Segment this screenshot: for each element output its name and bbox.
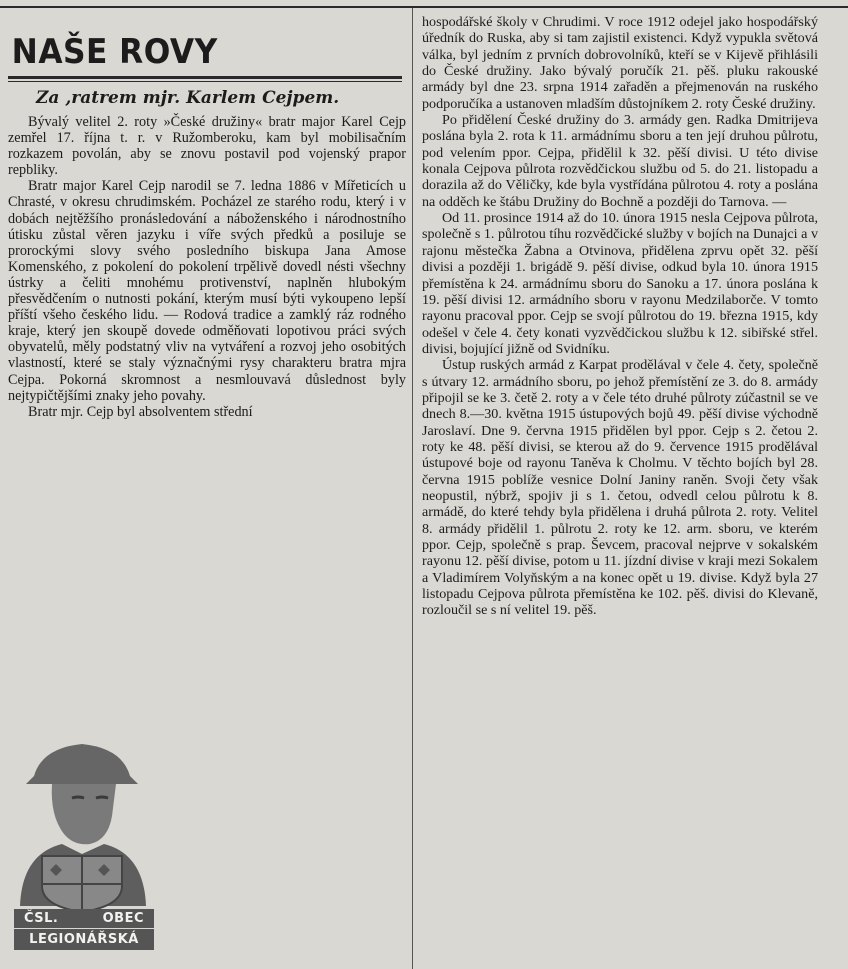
soldier-face-shape (52, 784, 116, 844)
left-column (8, 14, 406, 420)
paragraph: Bratr mjr. Cejp byl absolventem střední (28, 403, 253, 420)
section-title: NAŠE ROVY (11, 32, 218, 72)
paragraph: hospodářské školy v Chrudimi. V roce 1912 odejel jako hospodářský úředník do Ruska, aby si tam zajistil existenci. Když vypukla světová válka, byl jedním z prvních dobrovolníků, kteří se v Kijevě přihlásili do České družiny. Jako bývalý poručík 21. pěš. pluku rakouské armády byl dne 23. srpna 1914 zařaděn a přejmenován na ruského podporučíka a ustanoven mladším důstojníkem 2. roty České družiny. (422, 14, 818, 112)
logo-caption-line2: LEGIONÁŘSKÁ (14, 929, 154, 950)
helmet-shape (26, 744, 138, 784)
title-rule (8, 76, 402, 79)
article-headline: Za ,ratrem mjr. Karlem Cejpem. (36, 88, 340, 108)
logo-word-obec: OBEC (102, 911, 144, 926)
paragraph: Bratr major Karel Cejp narodil se 7. ledna 1886 v Mířeticích u Chrasté, v okresu chrudimském. Pocházel ze starého rodu, který i v dobách nejtěžšího pronásledování a náboženského i národnostního útisku zůstal věren jazyku i víře svých předků a posiluje se prorockými slovy svého posledního biskupa Jana Amose Komenského, z pokolení do pokolení trpělivě dovedl nésti všechny ústrky a čeliti mnohému protivenství, naplněn hlubokým přesvědčením o nutnosti pokání, kterým musí býti vykoupeno lepší příští všeho českého lidu. — Rodová tradice a zamklý ráz rodného kraje, který jen skoupě dovede odměňovati lopotivou práci svých obyvatelů, měly podstatný vliv na vytváření a rozvoj jeho osobitých vlastností, které se staly význačnými rysy charakteru bratra mjra Cejpa. Pokorná skromnost a nesmlouvavá důslednost byly nejtypičtějšími znaky jeho povahy. (8, 178, 406, 404)
paragraph: Po přidělení České družiny do 3. armády gen. Radka Dmitrijeva poslána byla 2. rota k 11. armádnímu sboru a ten její druhou půlrotu, pod velením ppor. Cejpa, přidělil k 32. pěší divisi. U této divise konala Cejpova půlrota rozvědčickou službu od 5. do 21. listopadu a dorazila až do Věličky, kde byla vystřídána půlrotou 4. roty a poslána na odděch ke štábu Družiny do Bochně a později do Tarnova. — (422, 112, 818, 210)
column-divider (412, 8, 413, 969)
logo-word-csl: ČSL. (24, 911, 59, 926)
paragraph: Od 11. prosince 1914 až do 10. února 1915 nesla Cejpova půlrota, společně s 1. půlrotou tíhu rozvědčické služby v bojích na Dunajci a v rajonu městečka Žabna a Otvinova, přidělena zprvu opět 32. pěší divisi a později 1. brigádě 9. pěší divise, odkud byla 10. února 1915 přemístěna k 24. armádnímu sboru do Sanoku a 17. února poslána k 19. pěší divisi 12. armádního sboru v rayonu Medzilaborče. V tomto rayonu pracoval ppor. Cejp se svojí půlrotou do 19. března 1915, kdy odešel v čele 4. čety konati vyzvědčickou službu k 12. sibiřské střel. divisi, bojující jižně od Svidníku. (422, 210, 818, 357)
top-rule (0, 6, 848, 8)
right-column (422, 14, 818, 619)
title-rule-thin (8, 81, 402, 82)
logo-caption-line1 (14, 909, 154, 928)
paragraph: Bývalý velitel 2. roty »České družiny« bratr major Karel Cejp zemřel 17. října t. r. v Ružomberoku, kam byl mobilisačním rozkazem povolán, aby se znovu postavil pod vojenský prapor repbliky. (8, 114, 406, 179)
paragraph: Ústup ruských armád z Karpat prodělával v čele 4. čety, společně s útvary 12. armádního sboru, po jehož přemístění ze 3. do 8. armády připojil se ke 3. četě 2. roty a v čele této druhé půlroty zúčastnil se ve dnech 8.—30. května 1915 ústupových bojů 49. pěší divise východně Jaroslaví. Dne 9. června 1915 přidělen byl ppor. Cejp s 2. četou 2. roty ke 48. pěší divisi, se kterou až do 9. července 1915 prodělával ústupové boje od rayonu Taněva k Cholmu. V těchto bojích byl 28. června 1915 poblíže vesnice Dolní Janiny raněn. Svoji čety však neopustil, nýbrž, spojiv ji s 1. četou, odvedl celou půlrotu k 8. armádě, do které tehdy byla přidělena i druhá půlrota 2. roty. Velitel 8. armády přidělil 1. půlrotu 2. roty ke 12. arm. sboru, ve kterém ppor. Cejp, společně s prap. Ševcem, pracoval nejprve v sokalském rayonu 12. pěší divise, potom u 11. jízdní divise v kraji mezi Sokalem a Vladimírem Volyňským a na konec opět u 19. divise. Když byla 27 listopadu Cejpova půlrota přemístěna ke 102. pěš. divisi do Klevaně, rozloučil se s ní velitel 19. pěš. (422, 357, 818, 619)
